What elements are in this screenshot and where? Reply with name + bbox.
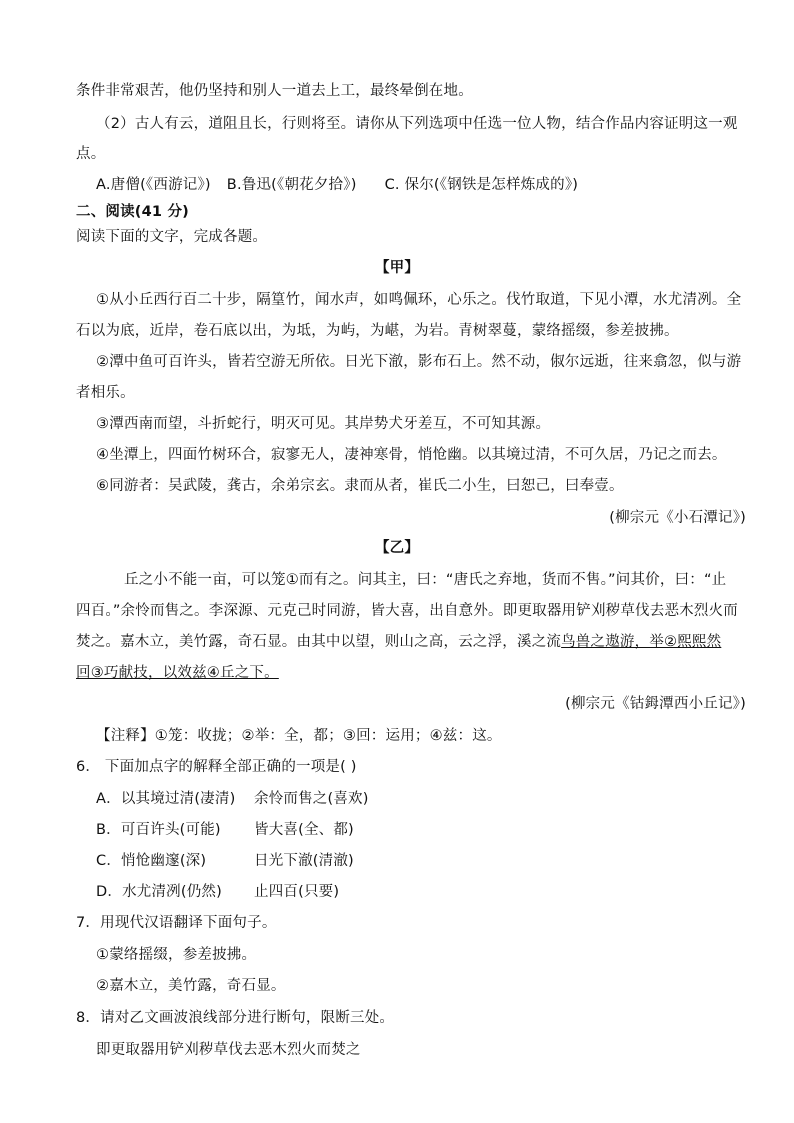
option-left: B．可百许头(可能)	[96, 822, 221, 838]
annotation-note: 【注释】①笼：收拢；②举：全，都；③回：运用；④兹：这。	[96, 728, 502, 744]
option-row	[96, 789, 369, 809]
wavy-underlined-text: 回③巧献技，以效兹④丘之下。	[76, 665, 279, 681]
question-6: 6． 下面加点字的解释全部正确的一项是( )	[76, 759, 357, 775]
option-left: C．悄怆幽邃(深)	[96, 853, 207, 869]
passage-paragraph: ⑥同游者：吴武陵，龚古，余弟宗玄。隶而从者，崔氏二小生，曰恕己，曰奉壹。	[96, 478, 624, 494]
answer-options	[96, 175, 578, 195]
question-8: 8．请对乙文画波浪线部分进行断句，限断三处。	[76, 1010, 395, 1026]
option-left: D．水尤清冽(仍然)	[96, 884, 222, 900]
passage-paragraph	[76, 632, 721, 652]
option-a: A.唐僧(《西游记》)	[96, 177, 211, 193]
option-row	[96, 882, 339, 902]
passage-paragraph: ①从小丘西行百二十步，隔篁竹，闻水声，如鸣佩环，心乐之。伐竹取道，下见小潭，水尤清冽。全	[96, 292, 742, 308]
option-b: B.鲁迅(《朝花夕拾》)	[226, 177, 357, 193]
punctuation-task-text: 即更取器用铲刈秽草伐去恶木烈火而焚之	[96, 1042, 361, 1058]
translate-item: ②嘉木立，美竹露，奇石显。	[96, 978, 286, 994]
section-heading: 二、阅读(41 分)	[76, 204, 189, 220]
option-right: 止四百(只要)	[254, 884, 340, 900]
passage-paragraph: ④坐潭上，四面竹树环合，寂寥无人，凄神寒骨，悄怆幽。以其境过清，不可久居，乃记之而去。	[96, 447, 727, 463]
option-right: 皆大喜(全、都)	[254, 822, 354, 838]
text-line: 条件非常艰苦，他仍坚持和别人一道去上工，最终晕倒在地。	[76, 83, 473, 99]
passage-paragraph: 石以为底，近岸，卷石底以出，为坻，为屿，为嵁，为岩。青树翠蔓，蒙络摇缀，参差披拂。	[76, 323, 679, 339]
passage-paragraph: ③潭西南而望，斗折蛇行，明灭可见。其岸势犬牙差互，不可知其源。	[96, 416, 551, 432]
passage-paragraph: 者相乐。	[76, 385, 135, 401]
option-right: 日光下澈(清澈)	[254, 853, 354, 869]
question-text: （2）古人有云，道阻且长，行则将至。请你从下列选项中任选一位人物，结合作品内容证明这一观	[96, 116, 738, 132]
instruction-text: 阅读下面的文字，完成各题。	[76, 229, 268, 245]
translate-item: ①蒙络摇缀，参差披拂。	[96, 947, 257, 963]
passage-text: 焚之。嘉木立，美竹露，奇石显。由其中以望，则山之高，云之浮，溪之流	[76, 634, 562, 650]
option-right: 余怜而售之(喜欢)	[254, 791, 369, 807]
passage-paragraph: 丘之小不能一亩，可以笼①而有之。问其主，曰：“唐氏之弃地，货而不售。”问其价，曰：“止	[124, 572, 727, 588]
passage-paragraph	[76, 663, 279, 683]
question-7: 7．用现代汉语翻译下面句子。	[76, 915, 277, 931]
passage-source: (柳宗元《小石潭记》)	[609, 510, 746, 526]
passage-paragraph: ②潭中鱼可百许头，皆若空游无所依。日光下澈，影布石上。然不动，俶尔远逝，往来翕忽，似与游	[96, 354, 742, 370]
passage-label-yi: 【乙】	[374, 540, 420, 556]
option-row	[96, 820, 354, 840]
wavy-underlined-text: 鸟兽之遨游，举②熙熙然	[561, 634, 722, 650]
option-row	[96, 851, 354, 871]
passage-label-jia: 【甲】	[374, 260, 420, 276]
option-left: A．以其境过清(凄清)	[96, 791, 236, 807]
passage-paragraph: 四百。”余怜而售之。李深源、元克己时同游，皆大喜，出自意外。即更取器用铲刈秽草伐去恶木烈火而	[76, 603, 738, 619]
option-c: C. 保尔(《钢铁是怎样炼成的》)	[384, 177, 579, 193]
text-line: 点。	[76, 146, 106, 162]
passage-source: (柳宗元《钴鉧潭西小丘记》)	[565, 696, 746, 712]
